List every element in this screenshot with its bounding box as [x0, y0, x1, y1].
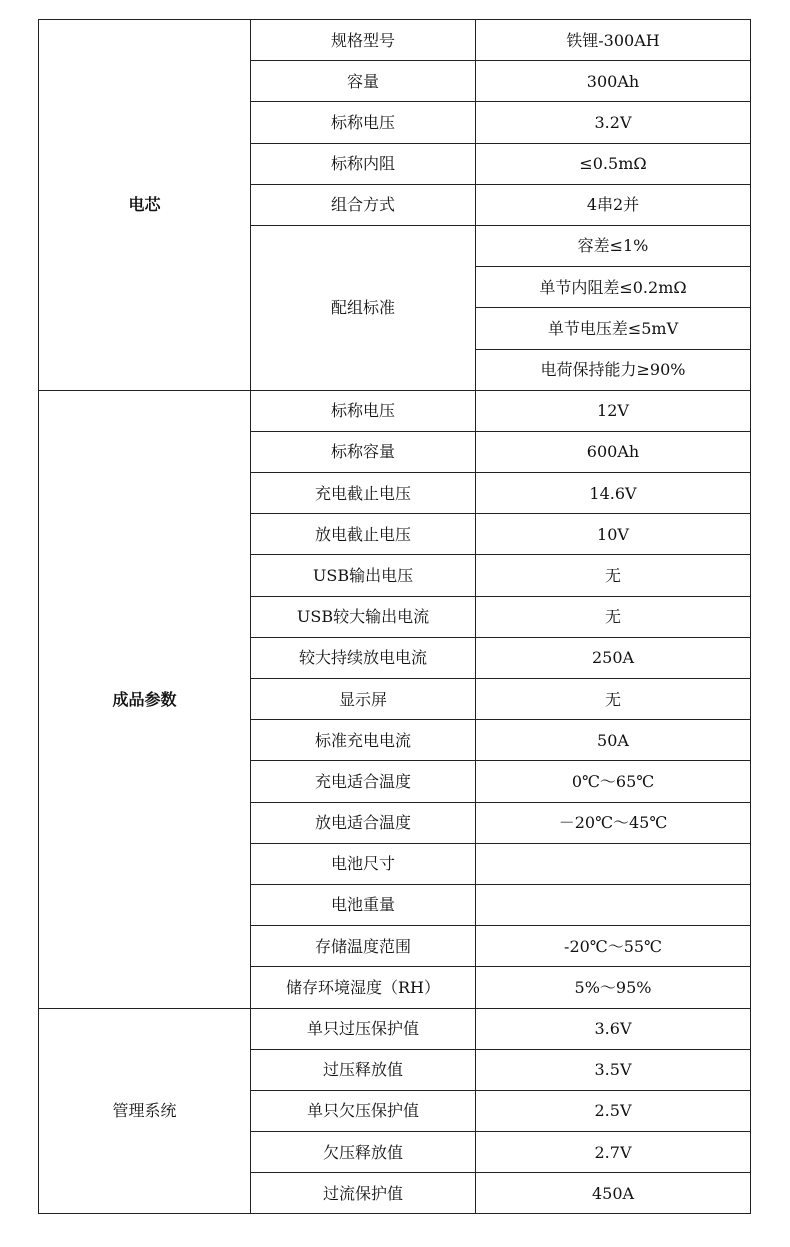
- table-row: [39, 20, 751, 61]
- param-value: -20℃～55℃: [476, 926, 751, 967]
- param-value: 铁锂-300AH: [476, 20, 751, 61]
- param-value: 2.5V: [476, 1090, 751, 1131]
- param-name: 充电截止电压: [251, 473, 476, 514]
- table-row: [39, 1008, 751, 1049]
- param-name: 存储温度范围: [251, 926, 476, 967]
- param-name: 容量: [251, 61, 476, 102]
- param-value: 2.7V: [476, 1132, 751, 1173]
- param-name: 过压释放值: [251, 1049, 476, 1090]
- param-value: 600Ah: [476, 431, 751, 472]
- param-name: 过流保护值: [251, 1173, 476, 1214]
- param-name: 标准充电电流: [251, 720, 476, 761]
- param-name: 配组标准: [251, 225, 476, 390]
- param-name: 标称电压: [251, 390, 476, 431]
- param-value: 0℃～65℃: [476, 761, 751, 802]
- group-label-cell: 电芯: [39, 20, 251, 391]
- param-name: 放电适合温度: [251, 802, 476, 843]
- param-value: 无: [476, 555, 751, 596]
- param-name: 标称电压: [251, 102, 476, 143]
- param-name: 充电适合温度: [251, 761, 476, 802]
- param-value: 450A: [476, 1173, 751, 1214]
- param-value: 3.2V: [476, 102, 751, 143]
- param-value: 3.5V: [476, 1049, 751, 1090]
- table-row: [39, 390, 751, 431]
- param-name: 标称容量: [251, 431, 476, 472]
- group-label-cell: 管理系统: [39, 1008, 251, 1214]
- param-name: 储存环境湿度（RH）: [251, 967, 476, 1008]
- param-value: 300Ah: [476, 61, 751, 102]
- param-value: 4串2并: [476, 184, 751, 225]
- param-name: 标称内阻: [251, 143, 476, 184]
- param-value: 电荷保持能力≥90%: [476, 349, 751, 390]
- param-value: 50A: [476, 720, 751, 761]
- param-name: 单只欠压保护值: [251, 1090, 476, 1131]
- param-name: 规格型号: [251, 20, 476, 61]
- param-value: 14.6V: [476, 473, 751, 514]
- spec-table: [38, 19, 751, 1214]
- param-value: 无: [476, 679, 751, 720]
- group-label-cell: 成品参数: [39, 390, 251, 1008]
- param-name: 较大持续放电电流: [251, 637, 476, 678]
- param-value: 单节内阻差≤0.2mΩ: [476, 267, 751, 308]
- param-value: －20℃～45℃: [476, 802, 751, 843]
- param-name: 电池尺寸: [251, 843, 476, 884]
- param-value: [476, 884, 751, 925]
- param-value: 无: [476, 596, 751, 637]
- param-name: 放电截止电压: [251, 514, 476, 555]
- param-value: 容差≤1%: [476, 225, 751, 266]
- param-value: 单节电压差≤5mV: [476, 308, 751, 349]
- param-value: 12V: [476, 390, 751, 431]
- param-name: USB较大输出电流: [251, 596, 476, 637]
- param-name: 显示屏: [251, 679, 476, 720]
- param-value: 10V: [476, 514, 751, 555]
- param-name: 单只过压保护值: [251, 1008, 476, 1049]
- param-name: USB输出电压: [251, 555, 476, 596]
- param-value: ≤0.5mΩ: [476, 143, 751, 184]
- param-name: 电池重量: [251, 884, 476, 925]
- param-value: 5%～95%: [476, 967, 751, 1008]
- param-value: 250A: [476, 637, 751, 678]
- param-name: 组合方式: [251, 184, 476, 225]
- param-value: [476, 843, 751, 884]
- param-name: 欠压释放值: [251, 1132, 476, 1173]
- param-value: 3.6V: [476, 1008, 751, 1049]
